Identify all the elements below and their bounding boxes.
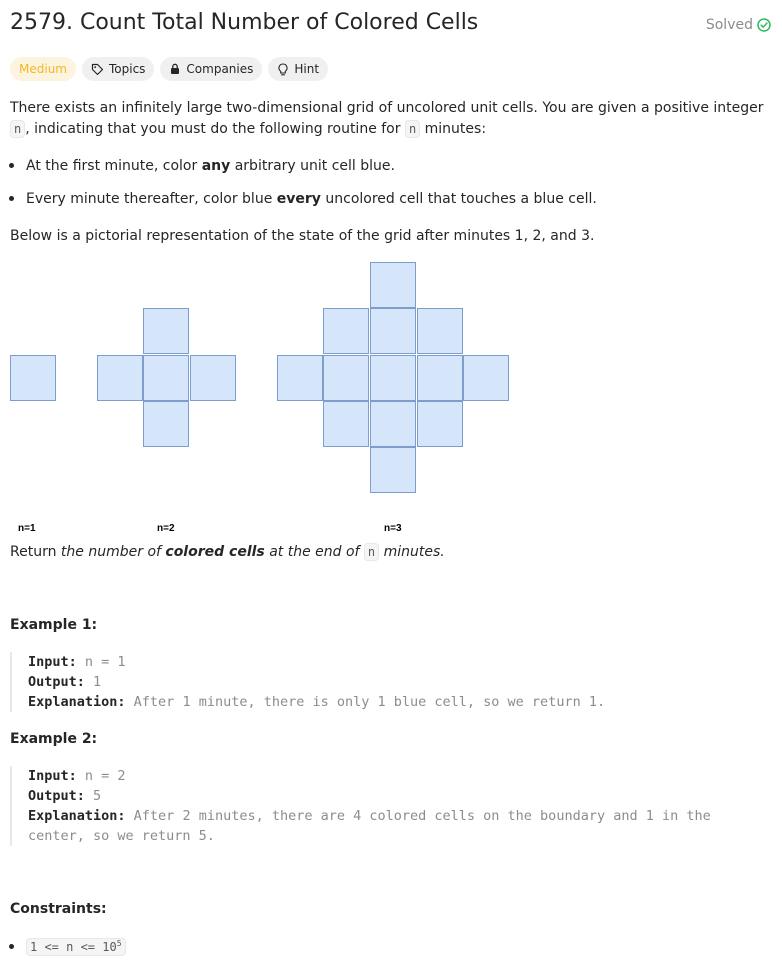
blue-cell <box>370 355 416 401</box>
solved-label: Solved <box>705 17 753 33</box>
example-output <box>28 672 760 692</box>
return-statement <box>10 542 772 563</box>
blue-cell <box>417 401 463 447</box>
explanation-value: After 1 minute, there is only 1 blue cell, so we return 1. <box>125 694 606 710</box>
blue-cell <box>370 308 416 354</box>
example-input <box>28 652 760 672</box>
solved-status <box>706 17 771 33</box>
explanation-label: Explanation: <box>28 808 126 824</box>
companies-button[interactable] <box>160 57 262 81</box>
example-2-title: Example 2: <box>10 731 98 747</box>
problem-intro <box>10 98 772 140</box>
problem-title: 2579. Count Total Number of Colored Cells <box>10 10 479 35</box>
check-circle-icon <box>757 18 771 32</box>
blue-cell <box>417 355 463 401</box>
pictorial-caption: Below is a pictorial representation of the state of the grid after minutes 1, 2, and 3. <box>10 228 595 244</box>
example-explanation <box>28 692 760 712</box>
input-label: Input: <box>28 654 77 670</box>
constraint-base: 1 <= n <= 10 <box>30 940 117 954</box>
figure-label-n2: n=2 <box>157 523 175 534</box>
intro-text-3: minutes: <box>420 121 487 137</box>
example-1-title: Example 1: <box>10 617 98 633</box>
input-value: n = 1 <box>76 654 126 670</box>
example-input <box>28 766 760 786</box>
example-explanation <box>28 806 760 846</box>
blue-cell <box>370 447 416 493</box>
output-label: Output: <box>28 674 85 690</box>
bullet-text: Every minute thereafter, color blue <box>26 191 277 207</box>
figure-label-n1: n=1 <box>18 523 36 534</box>
intro-text-1: There exists an infinitely large two-dimensional grid of uncolored unit cells. You are given a positive integer <box>10 100 764 116</box>
explanation-label: Explanation: <box>28 694 126 710</box>
explanation-value: After 2 minutes, there are 4 colored cells on the boundary and 1 in the center, so we return 5. <box>28 808 719 844</box>
blue-cell <box>370 262 416 308</box>
output-value: 5 <box>84 788 102 804</box>
bullet-bold: every <box>276 191 321 207</box>
blue-cell <box>97 355 143 401</box>
grid-figure <box>0 255 782 545</box>
inline-code-n: n <box>405 120 420 138</box>
bullet-text: uncolored cell that touches a blue cell. <box>320 191 597 207</box>
blue-cell <box>10 355 56 401</box>
difficulty-badge[interactable] <box>10 57 76 81</box>
topics-label: Topics <box>108 62 146 76</box>
return-text: Return <box>10 544 61 560</box>
blue-cell <box>190 355 236 401</box>
figure-label-n3: n=3 <box>384 523 402 534</box>
input-value: n = 2 <box>76 768 126 784</box>
inline-code-n: n <box>10 120 25 138</box>
intro-text-2: , indicating that you must do the following routine for <box>25 121 405 137</box>
input-label: Input: <box>28 768 77 784</box>
return-period: . <box>440 544 445 560</box>
constraint-code <box>26 938 126 956</box>
constraint-item <box>26 937 126 957</box>
hint-label: Hint <box>294 62 320 76</box>
lock-icon <box>169 63 181 75</box>
return-italic: minutes <box>379 544 441 560</box>
difficulty-label: Medium <box>19 62 67 76</box>
hint-button[interactable] <box>268 57 328 81</box>
blue-cell <box>143 355 189 401</box>
example-output <box>28 786 760 806</box>
return-bold: colored cells <box>165 544 265 560</box>
companies-label: Companies <box>186 62 254 76</box>
bullet-text: arbitrary unit cell blue. <box>230 158 395 174</box>
blue-cell <box>370 401 416 447</box>
tag-bar <box>10 57 328 81</box>
output-label: Output: <box>28 788 85 804</box>
blue-cell <box>463 355 509 401</box>
blue-cell <box>323 308 369 354</box>
constraint-exponent: 5 <box>116 939 122 948</box>
output-value: 1 <box>84 674 102 690</box>
lightbulb-icon <box>277 63 289 76</box>
example-1-block <box>10 652 760 712</box>
tag-icon <box>91 63 104 76</box>
inline-code-n: n <box>364 543 379 561</box>
return-italic: the number of <box>60 544 166 560</box>
blue-cell <box>323 355 369 401</box>
return-italic: at the end of <box>264 544 364 560</box>
list-item <box>26 189 597 209</box>
blue-cell <box>417 308 463 354</box>
bullet-bold: any <box>201 158 231 174</box>
topics-button[interactable] <box>82 57 154 81</box>
blue-cell <box>323 401 369 447</box>
example-2-block <box>10 766 760 846</box>
blue-cell <box>277 355 323 401</box>
list-item <box>26 156 395 176</box>
blue-cell <box>143 401 189 447</box>
blue-cell <box>143 308 189 354</box>
bullet-text: At the first minute, color <box>26 158 202 174</box>
constraints-title: Constraints: <box>10 901 107 917</box>
